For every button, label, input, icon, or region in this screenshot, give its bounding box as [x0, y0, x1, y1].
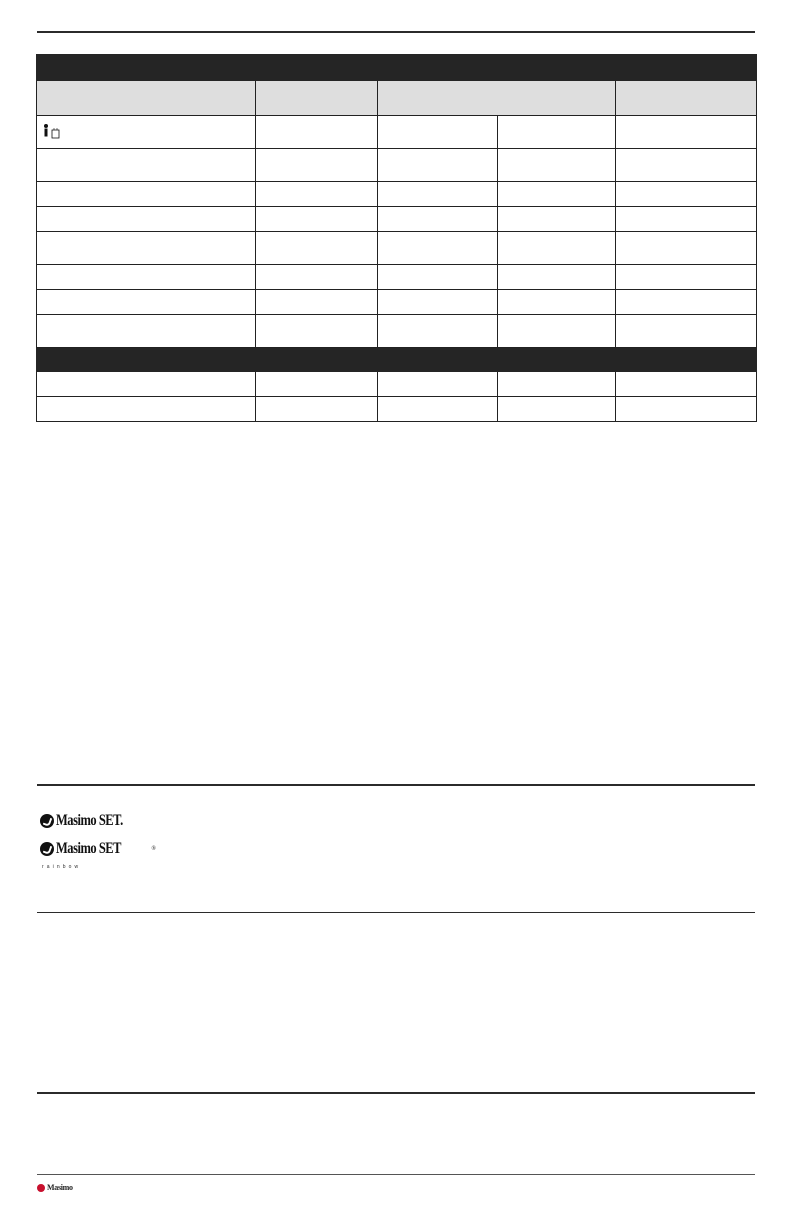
row-cell: [256, 232, 378, 265]
table-row: [37, 397, 757, 422]
table-title-band: [37, 55, 757, 81]
row-cell: [498, 232, 616, 265]
row-cell: [498, 290, 616, 315]
row-label-cell: [37, 182, 256, 207]
row-cell: [616, 116, 757, 149]
row-cell: [616, 207, 757, 232]
row-cell: [256, 372, 378, 397]
table-row: [37, 182, 757, 207]
row-cell: [616, 232, 757, 265]
table-row: [37, 149, 757, 182]
row-cell: [498, 116, 616, 149]
row-cell: [616, 290, 757, 315]
row-label-cell: [37, 397, 256, 422]
header-cell-3: [378, 81, 616, 116]
row-cell: [256, 207, 378, 232]
row-label-cell: [37, 149, 256, 182]
row-label-cell: [37, 372, 256, 397]
row-cell: [616, 397, 757, 422]
table-title: [37, 55, 757, 81]
row-cell: [378, 149, 498, 182]
table-row: [37, 232, 757, 265]
registered-mark: ®: [151, 846, 156, 852]
row-label-cell: [37, 232, 256, 265]
footer-brand-name: Masimo: [47, 1183, 73, 1192]
row-cell: [378, 116, 498, 149]
table-row: [37, 207, 757, 232]
table-row: [37, 265, 757, 290]
row-cell: [616, 149, 757, 182]
header-cell-4: [616, 81, 757, 116]
masimo-mark-icon: [40, 814, 54, 828]
row-label-cell: [37, 315, 256, 348]
row-label-cell: [37, 290, 256, 315]
masimo-mark-icon: [40, 842, 54, 856]
footer-brand: [37, 1183, 73, 1192]
row-cell: [616, 265, 757, 290]
section-rule: [37, 912, 755, 913]
row-cell: [378, 397, 498, 422]
row-cell: [498, 149, 616, 182]
table-row: [37, 315, 757, 348]
table-row: [37, 116, 757, 149]
masimo-set-wordmark: Masimo SET.: [56, 812, 123, 829]
row-cell: [256, 116, 378, 149]
masimo-set-rainbow-wordmark: Masimo SET: [56, 840, 122, 857]
row-cell: [616, 182, 757, 207]
table-section-band: [37, 348, 757, 372]
row-cell: [378, 207, 498, 232]
row-cell: [498, 207, 616, 232]
row-cell: [378, 372, 498, 397]
header-cell-1: [37, 81, 256, 116]
row-cell: [378, 232, 498, 265]
row-label-cell: [37, 207, 256, 232]
row-label-cell: [37, 265, 256, 290]
row-cell: [498, 397, 616, 422]
rainbow-subtitle: rainbow: [42, 864, 82, 870]
row-cell: [378, 182, 498, 207]
footer-rule: [37, 1174, 755, 1175]
section-rule: [37, 784, 755, 786]
row-cell: [498, 182, 616, 207]
row-cell: [378, 315, 498, 348]
row-cell: [256, 315, 378, 348]
masimo-set-logo: [40, 812, 142, 830]
row-cell: [616, 315, 757, 348]
masimo-red-mark-icon: [37, 1184, 45, 1192]
masimo-set-rainbow-logo: [40, 840, 156, 858]
header-cell-2: [256, 81, 378, 116]
row-cell: [498, 315, 616, 348]
section-rule: [37, 1092, 755, 1094]
row-cell: [378, 290, 498, 315]
table-row: [37, 372, 757, 397]
row-label-cell: [37, 116, 256, 149]
row-cell: [256, 182, 378, 207]
row-cell: [616, 372, 757, 397]
person-upright-icon: [41, 123, 63, 141]
row-cell: [498, 265, 616, 290]
row-cell: [256, 265, 378, 290]
row-cell: [256, 397, 378, 422]
section-title: [37, 348, 757, 372]
specifications-table: [36, 54, 757, 422]
row-cell: [378, 265, 498, 290]
top-rule: [37, 31, 755, 33]
row-cell: [256, 290, 378, 315]
row-cell: [256, 149, 378, 182]
table-header-row: [37, 81, 757, 116]
table-row: [37, 290, 757, 315]
row-cell: [498, 372, 616, 397]
